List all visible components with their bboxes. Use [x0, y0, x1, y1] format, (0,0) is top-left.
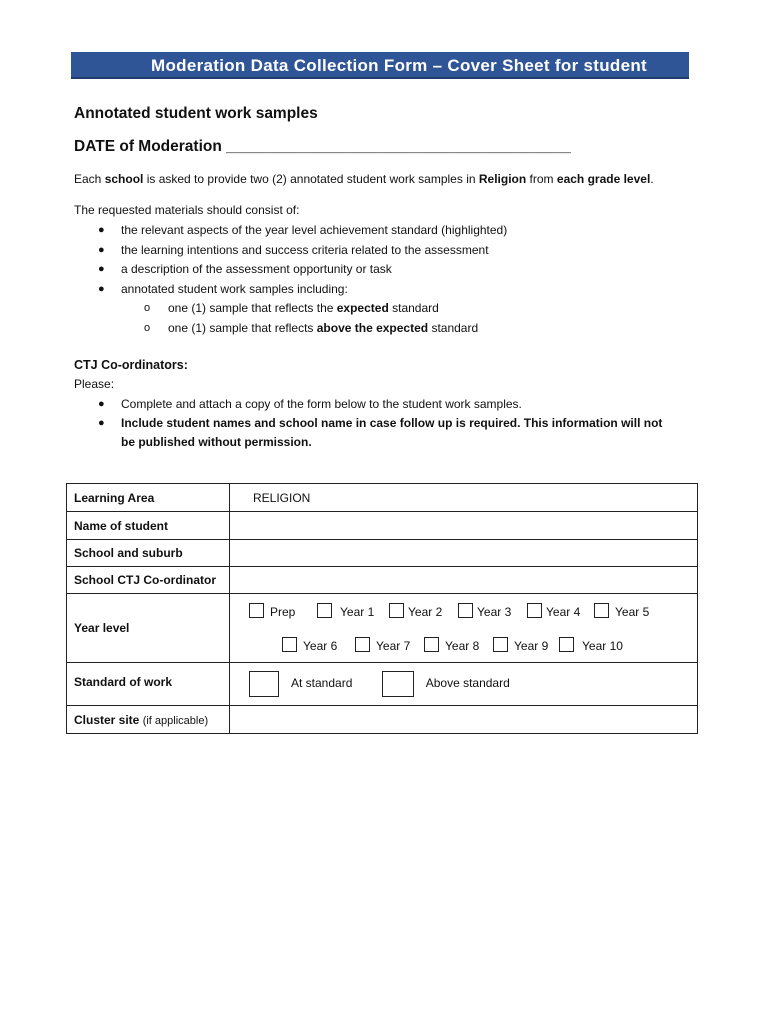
- at-standard-checkbox[interactable]: At standard: [249, 671, 352, 697]
- list-item: o one (1) sample that reflects the expected standard: [74, 299, 507, 319]
- list-item: ● annotated student work samples including:: [74, 280, 507, 300]
- cluster-site-field[interactable]: [230, 706, 698, 734]
- standard-field: [230, 663, 698, 706]
- year-checkbox-9[interactable]: Year 9: [493, 637, 548, 653]
- learning-area-field[interactable]: RELIGION: [230, 484, 698, 512]
- circle-bullet-icon: o: [144, 321, 151, 334]
- table-row: [67, 663, 698, 706]
- form-title: Moderation Data Collection Form – Cover Sheet for student: [151, 56, 647, 75]
- list-item: o one (1) sample that reflects above the expected standard: [74, 319, 507, 339]
- list-item: ● the learning intentions and success criteria related to the assessment: [74, 241, 507, 261]
- form-title-banner: [71, 52, 689, 79]
- list-item: ● Include student names and school name in case follow up is required. This information will not: [74, 414, 662, 433]
- requested-lead: The requested materials should consist of:: [74, 203, 300, 217]
- ctj-heading: CTJ Co-ordinators:: [74, 358, 188, 372]
- year-checkbox-6[interactable]: Year 6: [282, 637, 337, 653]
- bullet-icon: ●: [98, 224, 105, 236]
- student-name-label: Name of student: [67, 512, 230, 540]
- learning-area-label: Learning Area: [67, 484, 230, 512]
- bullet-icon: ●: [98, 398, 105, 410]
- requested-list: [74, 221, 507, 338]
- table-row: [67, 484, 698, 512]
- year-checkbox-3[interactable]: Year 3: [458, 603, 511, 619]
- moderation-form-table: [66, 483, 698, 734]
- year-checkbox-2[interactable]: Year 2: [389, 603, 442, 619]
- above-standard-checkbox[interactable]: Above standard: [382, 671, 510, 697]
- table-row: [67, 706, 698, 734]
- ctj-list: [74, 395, 662, 452]
- table-row: [67, 567, 698, 594]
- ctj-please: Please:: [74, 377, 115, 391]
- bullet-icon: ●: [98, 243, 105, 256]
- year-checkbox-10[interactable]: Year 10: [559, 637, 623, 653]
- table-row: [67, 594, 698, 663]
- coordinator-label: School CTJ Co-ordinator: [67, 567, 230, 594]
- bullet-icon: ●: [98, 417, 105, 429]
- intro-paragraph: Each school is asked to provide two (2) annotated student work samples in Religion from each grade level.: [74, 172, 654, 186]
- school-field[interactable]: [230, 540, 698, 567]
- list-item: be published without permission.: [121, 435, 312, 449]
- date-of-moderation: DATE of Moderation ________________________________________: [74, 138, 571, 155]
- list-item: ● a description of the assessment opportunity or task: [74, 260, 507, 280]
- circle-bullet-icon: o: [144, 302, 151, 314]
- year-checkbox-8[interactable]: Year 8: [424, 637, 479, 653]
- school-label: School and suburb: [67, 540, 230, 567]
- year-checkbox-prep[interactable]: Prep: [249, 603, 295, 619]
- year-level-label: Year level: [67, 594, 230, 663]
- year-checkbox-4[interactable]: Year 4: [527, 603, 580, 619]
- subtitle: Annotated student work samples: [74, 105, 318, 122]
- year-checkbox-7[interactable]: Year 7: [355, 637, 410, 653]
- table-row: [67, 512, 698, 540]
- table-row: [67, 540, 698, 567]
- list-item: ● Complete and attach a copy of the form below to the student work samples.: [74, 395, 662, 414]
- year-checkbox-1[interactable]: Year 1: [317, 603, 374, 619]
- list-item: ● the relevant aspects of the year level achievement standard (highlighted): [74, 221, 507, 241]
- year-checkbox-5[interactable]: Year 5: [594, 603, 649, 619]
- student-name-field[interactable]: [230, 512, 698, 540]
- bullet-icon: ●: [98, 263, 105, 275]
- bullet-icon: ●: [98, 282, 105, 295]
- year-level-field: [230, 594, 698, 663]
- standard-label: Standard of work: [67, 663, 230, 706]
- cluster-site-label: Cluster site (if applicable): [67, 706, 230, 734]
- coordinator-field[interactable]: [230, 567, 698, 594]
